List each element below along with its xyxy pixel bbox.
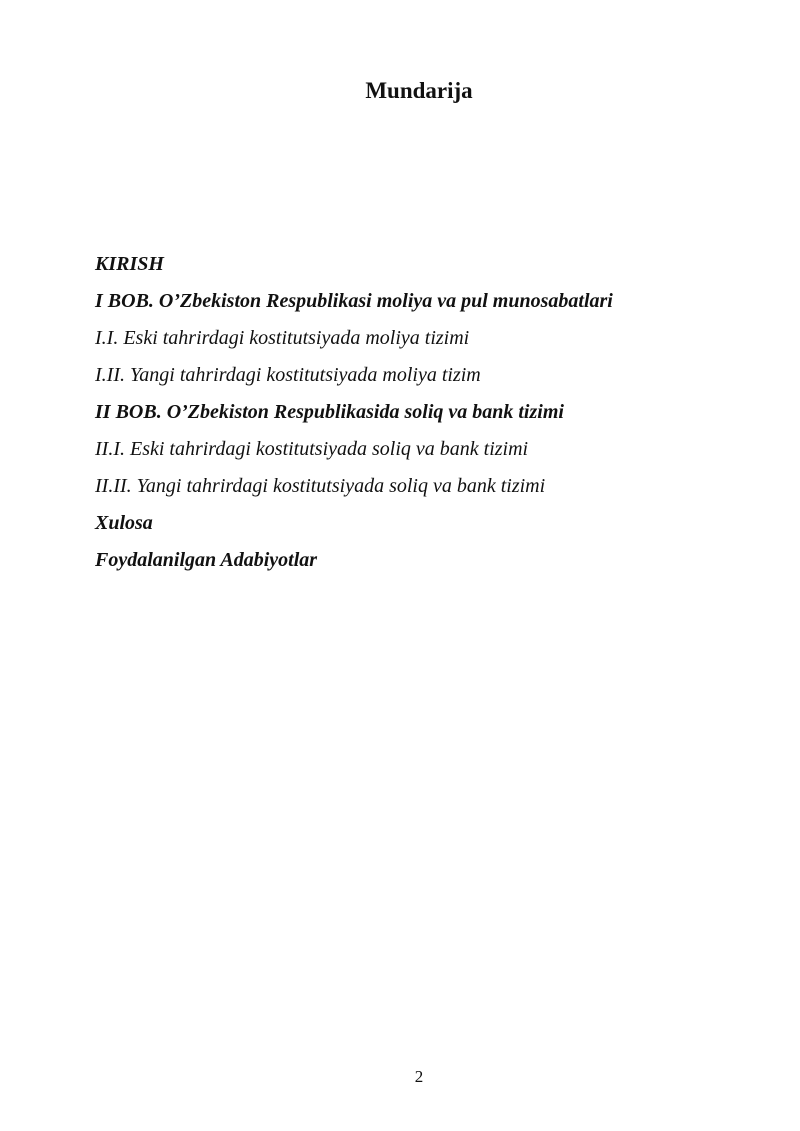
- toc-entry-section-2-2: II.II. Yangi tahrirdagi kostitutsiyada soliq va bank tizimi: [95, 475, 546, 497]
- toc-entry-xulosa: Xulosa: [95, 512, 153, 534]
- toc-entry-kirish: KIRISH: [95, 253, 164, 275]
- table-of-contents: [95, 249, 735, 582]
- toc-entry-bibliography: Foydalanilgan Adabiyotlar: [95, 549, 318, 571]
- toc-entry-section-1-2: I.II. Yangi tahrirdagi kostitutsiyada moliya tizim: [95, 364, 481, 386]
- page-number: 2: [414, 1067, 424, 1086]
- toc-entry-section-1-1: I.I. Eski tahrirdagi kostitutsiyada moliya tizimi: [95, 327, 470, 349]
- toc-entry-section-2-1: II.I. Eski tahrirdagi kostitutsiyada soliq va bank tizimi: [95, 438, 529, 460]
- toc-entry-chapter-2: II BOB. O’Zbekiston Respublikasida soliq va bank tizimi: [95, 401, 564, 423]
- toc-entry-chapter-1: I BOB. O’Zbekiston Respublikasi moliya va pul munosabatlari: [95, 290, 613, 312]
- page-title: Mundarija: [365, 78, 473, 103]
